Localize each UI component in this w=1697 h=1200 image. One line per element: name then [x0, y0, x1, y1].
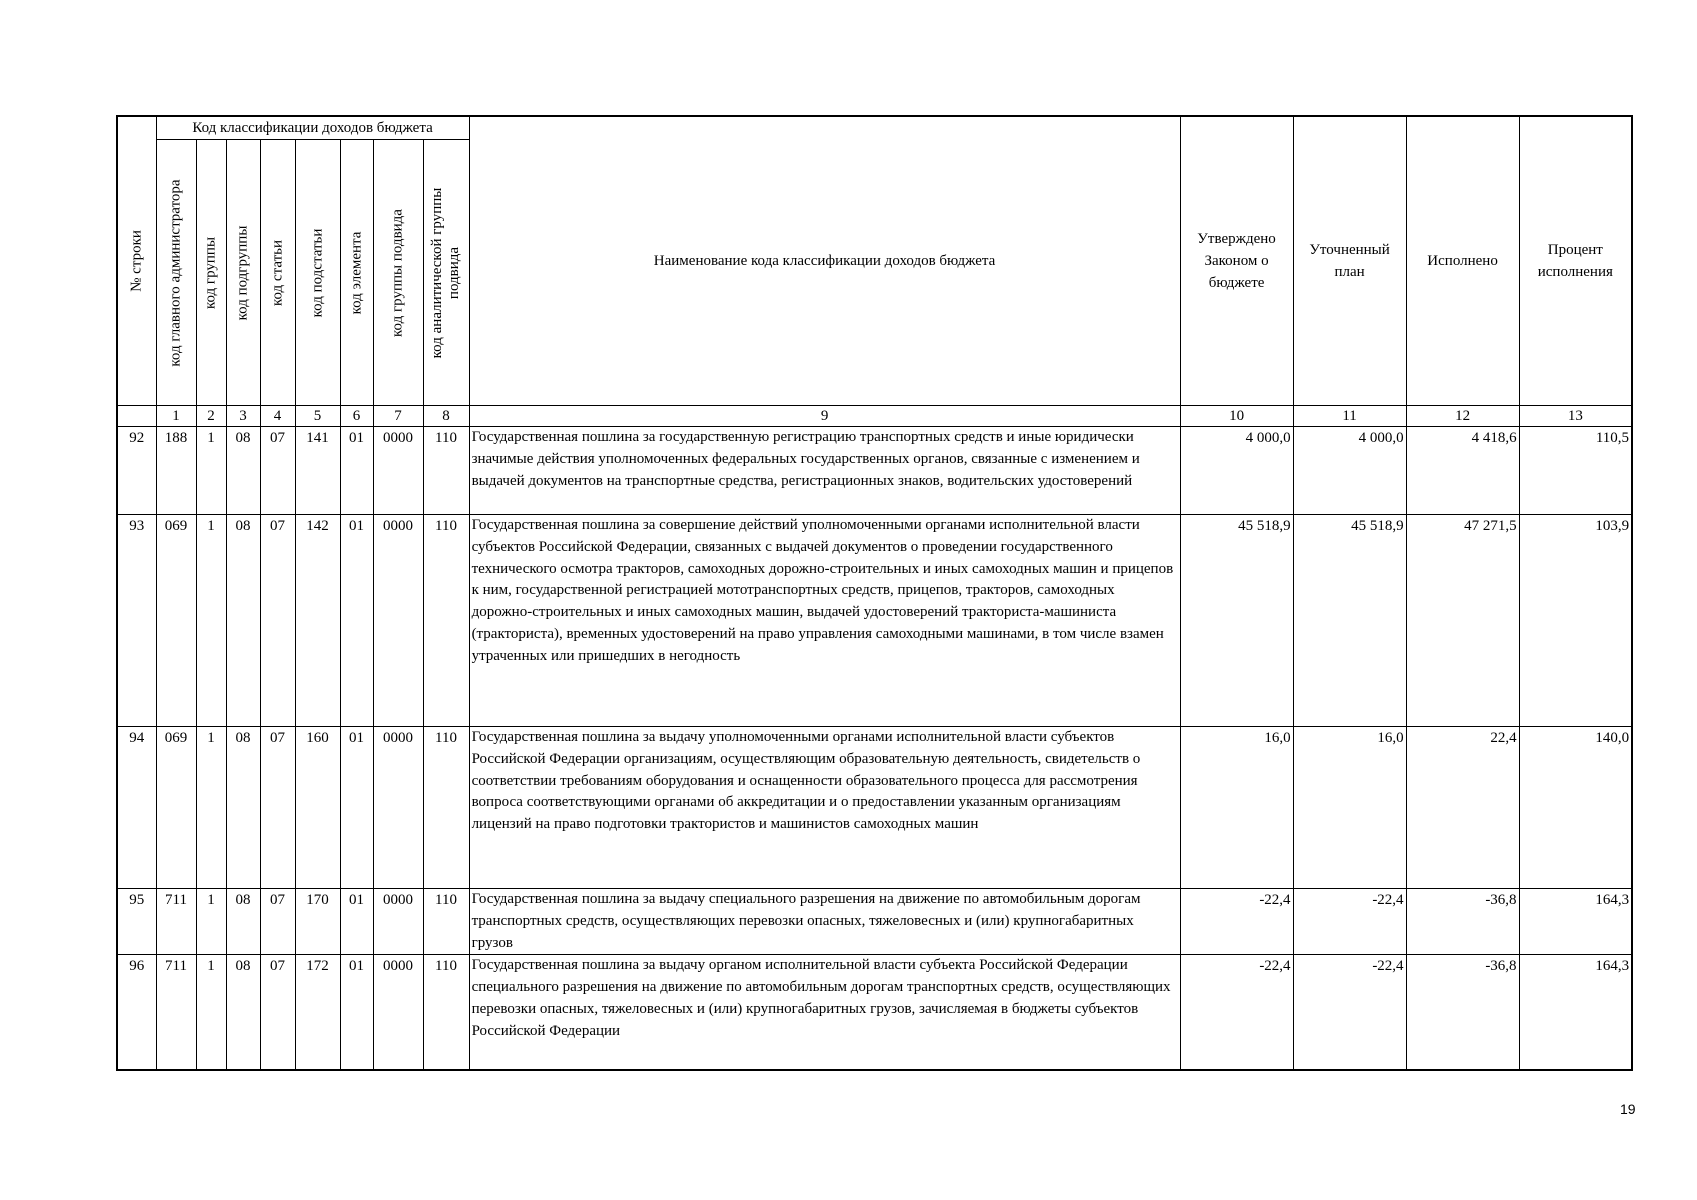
percent-value: 103,9: [1519, 515, 1632, 727]
row-number: 96: [117, 955, 156, 1071]
header-code-group-label: код группы: [202, 236, 219, 309]
column-number: 12: [1406, 406, 1519, 427]
approved-value: -22,4: [1180, 955, 1293, 1071]
row-number: 93: [117, 515, 156, 727]
income-name: Государственная пошлина за выдачу органом исполнительной власти субъекта Российской Федерации специального разрешения на движение по автомобильным дорогам транспортных средств, осуществляющих перевозки опасных, тяжеловесных и (или) крупногабаритных грузов, зачисляемая в бюджеты субъектов Российской Федерации: [469, 955, 1180, 1071]
plan-value: -22,4: [1293, 889, 1406, 955]
plan-value: -22,4: [1293, 955, 1406, 1071]
code-element: 01: [340, 889, 373, 955]
code-subtype-group: 0000: [373, 955, 423, 1071]
code-subtype-group: 0000: [373, 889, 423, 955]
code-subgroup: 08: [226, 889, 260, 955]
income-name: Государственная пошлина за совершение действий уполномоченными органами исполнительной власти субъектов Российской Федерации, связанных с выдачей документов о проведении государственного технического осмотра тракторов, самоходных дорожно-строительных и иных самоходных машин и прицепов к ним, государственной регистрацией мототранспортных средств, прицепов, тракторов, самоходных дорожно-строительных и иных самоходных машин, выдачей удостоверений тракториста-машиниста (тракториста), временных удостоверений на право управления самоходными машинами, в том числе взамен утраченных или пришедших в негодность: [469, 515, 1180, 727]
header-code-subarticle: [295, 140, 340, 406]
row-number: 95: [117, 889, 156, 955]
header-code-subgroup: [226, 140, 260, 406]
header-code-group: [196, 140, 226, 406]
header-code-element-label: код элемента: [348, 231, 364, 314]
header-code-subtype-group: [373, 140, 423, 406]
plan-value: 4 000,0: [1293, 427, 1406, 515]
header-code-analytic-group-label: код аналитической группы подвида: [429, 187, 463, 358]
code-group: 1: [196, 427, 226, 515]
header-code-analytic-group: [423, 140, 469, 406]
code-admin: 711: [156, 889, 196, 955]
header-code-article-label: код статьи: [269, 239, 285, 306]
column-number: 6: [340, 406, 373, 427]
column-number: 2: [196, 406, 226, 427]
code-subarticle: 141: [295, 427, 340, 515]
executed-value: -36,8: [1406, 889, 1519, 955]
table-row: [117, 727, 1632, 889]
plan-value: 16,0: [1293, 727, 1406, 889]
column-number: 8: [423, 406, 469, 427]
code-group: 1: [196, 515, 226, 727]
header-approved: Утверждено Законом о бюджете: [1180, 116, 1293, 406]
approved-value: 45 518,9: [1180, 515, 1293, 727]
code-element: 01: [340, 427, 373, 515]
code-subarticle: 142: [295, 515, 340, 727]
column-number: [117, 406, 156, 427]
table-row: [117, 955, 1632, 1071]
code-subarticle: 160: [295, 727, 340, 889]
executed-value: 4 418,6: [1406, 427, 1519, 515]
column-number: 5: [295, 406, 340, 427]
header-code-admin-label: код главного администратора: [167, 178, 184, 367]
code-subgroup: 08: [226, 727, 260, 889]
header-code-subgroup-label: код подгруппы: [234, 225, 251, 320]
code-admin: 069: [156, 515, 196, 727]
header-code-admin: [156, 140, 196, 406]
percent-value: 164,3: [1519, 889, 1632, 955]
plan-value: 45 518,9: [1293, 515, 1406, 727]
column-number: 10: [1180, 406, 1293, 427]
header-percent: Процент исполнения: [1519, 116, 1632, 406]
budget-income-table: [116, 115, 1633, 1071]
approved-value: 4 000,0: [1180, 427, 1293, 515]
header-row-number: [117, 116, 156, 406]
page-number: 19: [1620, 1101, 1636, 1117]
income-name: Государственная пошлина за выдачу специального разрешения на движение по автомобильным дорогам транспортных средств, осуществляющих перевозки опасных, тяжеловесных и (или) крупногабаритных грузов: [469, 889, 1180, 955]
code-subtype-group: 0000: [373, 427, 423, 515]
percent-value: 140,0: [1519, 727, 1632, 889]
row-number: 94: [117, 727, 156, 889]
code-article: 07: [260, 515, 295, 727]
approved-value: 16,0: [1180, 727, 1293, 889]
code-group: 1: [196, 955, 226, 1071]
code-analytic-group: 110: [423, 515, 469, 727]
header-row-number-label: № строки: [128, 230, 145, 292]
header-code-element: [340, 140, 373, 406]
code-admin: 188: [156, 427, 196, 515]
header-executed: Исполнено: [1406, 116, 1519, 406]
table-row: [117, 515, 1632, 727]
table-row: [117, 889, 1632, 955]
code-article: 07: [260, 955, 295, 1071]
column-number: 7: [373, 406, 423, 427]
executed-value: -36,8: [1406, 955, 1519, 1071]
column-number: 3: [226, 406, 260, 427]
code-element: 01: [340, 727, 373, 889]
column-number: 13: [1519, 406, 1632, 427]
code-analytic-group: 110: [423, 889, 469, 955]
executed-value: 22,4: [1406, 727, 1519, 889]
income-name: Государственная пошлина за государственную регистрацию транспортных средств и иные юридически значимые действия уполномоченных федеральных государственных органов, связанные с изменением и выдачей документов на транспортные средства, регистрационных знаков, водительских удостоверений: [469, 427, 1180, 515]
code-subtype-group: 0000: [373, 515, 423, 727]
code-analytic-group: 110: [423, 427, 469, 515]
code-subtype-group: 0000: [373, 727, 423, 889]
column-numbers-row: [117, 406, 1632, 427]
header-name-column: Наименование кода классификации доходов бюджета: [469, 116, 1180, 406]
code-group: 1: [196, 727, 226, 889]
code-element: 01: [340, 955, 373, 1071]
code-analytic-group: 110: [423, 955, 469, 1071]
header-classification-group: Код классификации доходов бюджета: [156, 116, 469, 140]
code-analytic-group: 110: [423, 727, 469, 889]
executed-value: 47 271,5: [1406, 515, 1519, 727]
income-name: Государственная пошлина за выдачу уполномоченными органами исполнительной власти субъектов Российской Федерации организациям, осуществляющим образовательную деятельность, свидетельств о соответствии требованиям оборудования и оснащенности образовательного процесса для рассмотрения вопроса соответствующими органами об аккредитации и о предоставлении указанным организациям лицензий на право подготовки трактористов и машинистов самоходных машин: [469, 727, 1180, 889]
column-number: 1: [156, 406, 196, 427]
code-subgroup: 08: [226, 955, 260, 1071]
code-subgroup: 08: [226, 427, 260, 515]
code-subarticle: 172: [295, 955, 340, 1071]
code-element: 01: [340, 515, 373, 727]
header-code-subarticle-label: код подстатьи: [309, 228, 325, 317]
percent-value: 164,3: [1519, 955, 1632, 1071]
column-number: 11: [1293, 406, 1406, 427]
code-admin: 711: [156, 955, 196, 1071]
approved-value: -22,4: [1180, 889, 1293, 955]
row-number: 92: [117, 427, 156, 515]
header-revised-plan: Уточненный план: [1293, 116, 1406, 406]
code-article: 07: [260, 889, 295, 955]
code-subarticle: 170: [295, 889, 340, 955]
code-group: 1: [196, 889, 226, 955]
table-row: [117, 427, 1632, 515]
header-code-subtype-group-label: код группы подвида: [389, 208, 406, 337]
code-subgroup: 08: [226, 515, 260, 727]
column-number: 4: [260, 406, 295, 427]
code-article: 07: [260, 727, 295, 889]
code-admin: 069: [156, 727, 196, 889]
header-code-article: [260, 140, 295, 406]
percent-value: 110,5: [1519, 427, 1632, 515]
code-article: 07: [260, 427, 295, 515]
column-number: 9: [469, 406, 1180, 427]
